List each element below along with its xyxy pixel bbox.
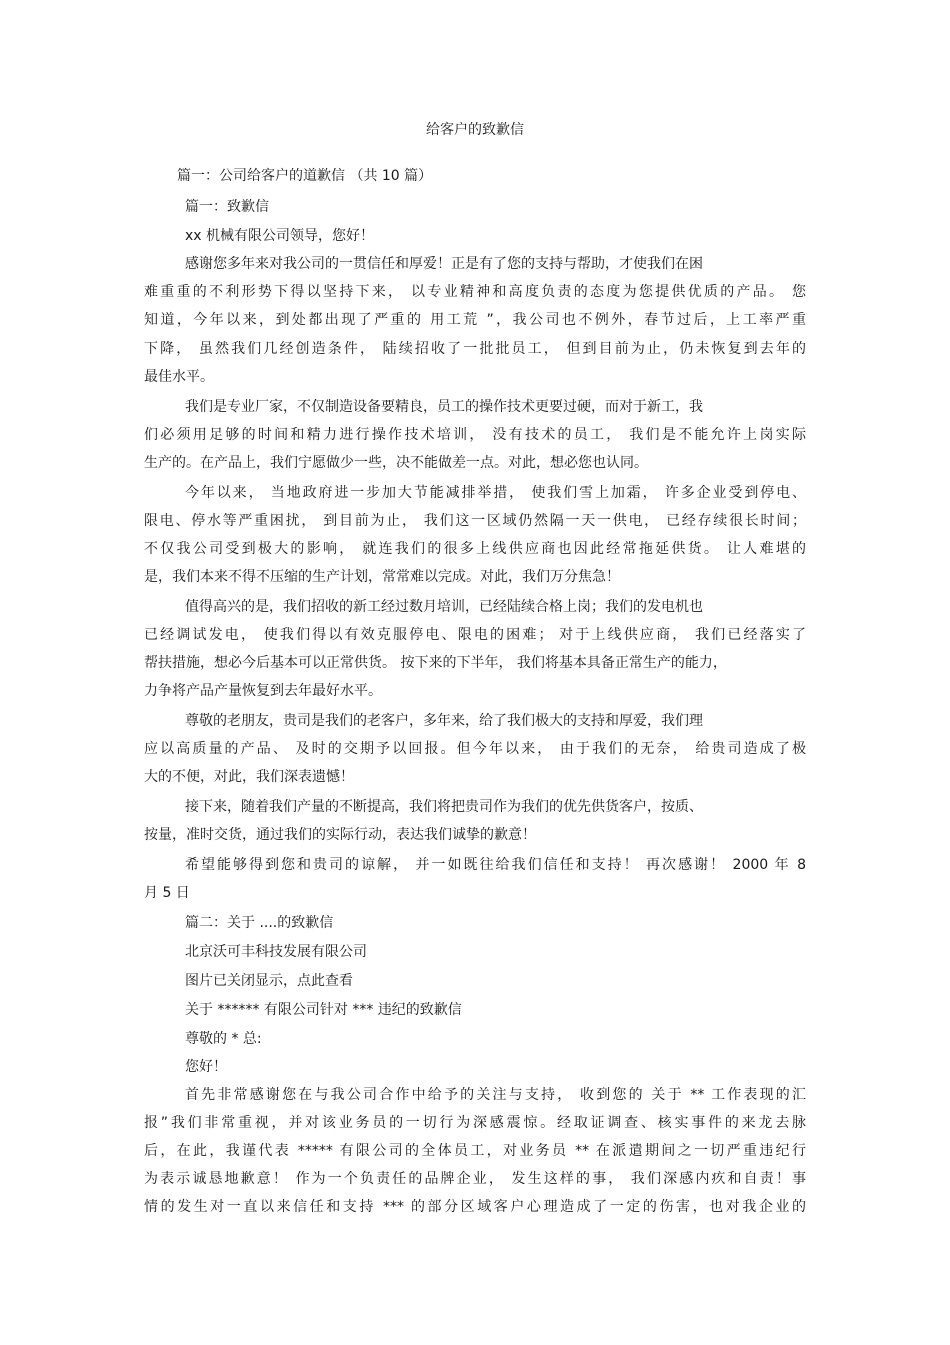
paragraph-line: 首先非常感谢您在与我公司合作中给予的关注与支持， 收到您的 关于 ** 工作表现的汇 xyxy=(185,1087,806,1103)
letter-greeting: 您好！ xyxy=(185,1059,227,1075)
paragraph-line: 生产的。在产品上，我们宁愿做少一些，决不能做差一点。对此，想必您也认同。 xyxy=(144,455,648,471)
letter-date: 月 5 日 xyxy=(144,885,190,901)
paragraph-line: 下降， 虽然我们几经创造条件， 陆续招收了一批批员工， 但到目前为止，仍未恢复到去年的 xyxy=(144,341,806,357)
image-hidden-link[interactable]: 图片已关闭显示，点此查看 xyxy=(185,973,353,989)
paragraph-line: 尊敬的老朋友，贵司是我们的老客户，多年来，给了我们极大的支持和厚爱，我们理 xyxy=(185,713,703,729)
letter-salutation: xx 机械有限公司领导，您好！ xyxy=(185,228,375,244)
subsection-heading-1: 篇一：致歉信 xyxy=(185,199,269,215)
paragraph-line: 按量，准时交货，通过我们的实际行动，表达我们诚挚的歉意！ xyxy=(144,827,536,843)
subsection-heading-2: 篇二：关于 ....的致歉信 xyxy=(185,915,334,931)
paragraph-line: 我们是专业厂家，不仅制造设备要精良，员工的操作技术更要过硬，而对于新工，我 xyxy=(185,399,703,415)
section-heading-1: 篇一：公司给客户的道歉信 （共 10 篇） xyxy=(177,168,433,184)
paragraph-line: 为表示诚恳地歉意！ 作为一个负责任的品牌企业， 发生这样的事， 我们深感内疚和自责！事 xyxy=(144,1171,806,1187)
paragraph-line: 值得高兴的是，我们招收的新工经过数月培训，已经陆续合格上岗；我们的发电机也 xyxy=(185,599,703,615)
letter-subject: 关于 ****** 有限公司针对 *** 违纪的致歉信 xyxy=(185,1002,462,1018)
company-name: 北京沃可丰科技发展有限公司 xyxy=(185,944,367,960)
paragraph-line: 感谢您多年来对我公司的一贯信任和厚爱！正是有了您的支持与帮助，才使我们在困 xyxy=(185,256,703,272)
paragraph-line: 应以高质量的产品、 及时的交期予以回报。但今年以来， 由于我们的无奈， 给贵司造成了极 xyxy=(144,741,806,757)
paragraph-line: 希望能够得到您和贵司的谅解， 并一如既往给我们信任和支持！ 再次感谢！ 2000 年 8 xyxy=(185,857,806,873)
paragraph-line: 接下来，随着我们产量的不断提高，我们将把贵司作为我们的优先供货客户，按质、 xyxy=(185,799,703,815)
paragraph-line: 知道，今年以来，到处都出现了严重的 用工荒 ”，我公司也不例外，春节过后，上工率严重 xyxy=(144,312,806,328)
paragraph-line: 今年以来， 当地政府进一步加大节能减排举措， 使我们雪上加霜， 许多企业受到停电、 xyxy=(185,485,806,501)
paragraph-line: 力争将产品产量恢复到去年最好水平。 xyxy=(144,683,382,699)
letter-salutation-2: 尊敬的 * 总: xyxy=(185,1031,262,1047)
paragraph-line: 们必须用足够的时间和精力进行操作技术培训， 没有技术的员工， 我们是不能允许上岗实际 xyxy=(144,427,806,443)
paragraph-line: 不仅我公司受到极大的影响， 就连我们的很多上线供应商也因此经常拖延供货。 让人难堪的 xyxy=(144,541,806,557)
paragraph-line: 最佳水平。 xyxy=(144,369,214,385)
document-title: 给客户的致歉信 xyxy=(426,122,524,138)
paragraph-line: 是，我们本来不得不压缩的生产计划，常常难以完成。对此，我们万分焦急！ xyxy=(144,569,620,585)
paragraph-line: 已经调试发电， 使我们得以有效克服停电、限电的困难； 对于上线供应商， 我们已经落实了 xyxy=(144,627,806,643)
paragraph-line: 情的发生对一直以来信任和支持 *** 的部分区域客户心理造成了一定的伤害，也对我企业的 xyxy=(144,1199,806,1215)
paragraph-line: 报”我们非常重视，并对该业务员的一切行为深感震惊。经取证调查、核实事件的来龙去脉 xyxy=(144,1115,806,1131)
paragraph-line: 难重重的不利形势下得以坚持下来， 以专业精神和高度负责的态度为您提供优质的产品。 您 xyxy=(144,284,806,300)
paragraph-line: 限电、停水等严重困扰， 到目前为止， 我们这一区域仍然隔一天一供电， 已经存续很长时间； xyxy=(144,513,806,529)
paragraph-line: 大的不便，对此，我们深表遗憾！ xyxy=(144,769,354,785)
paragraph-line: 帮扶措施，想必今后基本可以正常供货。 按下来的下半年， 我们将基本具备正常生产的能力， xyxy=(144,655,727,671)
paragraph-line: 后，在此，我谨代表 ***** 有限公司的全体员工，对业务员 ** 在派遣期间之一切严重违纪行 xyxy=(144,1143,806,1159)
